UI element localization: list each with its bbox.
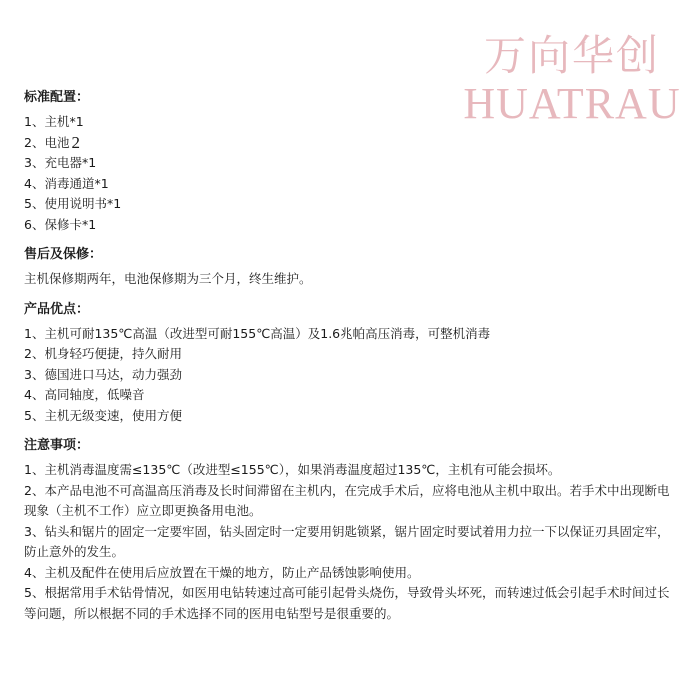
warranty-section (24, 245, 680, 290)
advantage-item: 1、主机可耐135℃高温（改进型可耐155℃高温）及1.6兆帕高压消毒，可整机消毒 (24, 325, 491, 341)
standard-item-sterilization-channel: 4、消毒通道*1 (24, 175, 109, 191)
standard-config-section (24, 88, 680, 235)
note-item: 3、钻头和锯片的固定一定要牢固，钻头固定时一定要用钥匙锁紧，锯片固定时要试着用力拉一下以保证刃具固定牢，防止意外的发生。 (24, 523, 670, 559)
standard-item-battery (24, 133, 680, 154)
standard-item-warranty-card: 6、保修卡*1 (24, 216, 97, 232)
advantages-section (24, 300, 680, 427)
logo-chinese-text: 万向华创 (483, 34, 660, 80)
note-item: 1、主机消毒温度需≤135℃（改进型≤155℃），如果消毒温度超过135℃，主机有可能会损坏。 (24, 462, 561, 477)
warranty-text: 主机保修期两年，电池保修期为三个月，终生维护。 (24, 271, 312, 286)
warranty-title: 售后及保修： (24, 247, 103, 262)
notes-section (24, 436, 680, 624)
standard-item-charger: 3、充电器*1 (24, 155, 97, 170)
standard-item-battery-label: 2、电池 (24, 134, 70, 150)
standard-item-manual: 5、使用说明书*1 (24, 196, 122, 211)
product-description (24, 88, 680, 634)
note-item: 2、本产品电池不可高温高压消毒及长时间滞留在主机内，在完成手术后，应将电池从主机中取出。若手术中出现断电现象（主机不工作）应立即更换备用电池。 (24, 482, 670, 518)
standard-item-host: 1、主机*1 (24, 114, 84, 129)
advantage-item: 3、德国进口马达，动力强劲 (24, 366, 182, 382)
battery-count: 2 (71, 132, 80, 152)
notes-title: 注意事项： (24, 438, 90, 453)
advantages-title: 产品优点： (24, 301, 90, 317)
standard-config-title: 标准配置： (24, 90, 90, 105)
note-item: 5、根据常用手术钻骨情况，如医用电钻转速过高可能引起骨头烧伤，导致骨头坏死，而转速过低会引起手术时间过长等问题，所以根据不同的手术选择不同的医用电钻型号是很重要的。 (24, 585, 670, 621)
logo-english-text: HUATRAU (463, 79, 681, 128)
advantage-item: 2、机身轻巧便捷，持久耐用 (24, 346, 182, 361)
advantage-item: 5、主机无级变速，使用方便 (24, 407, 182, 423)
note-item: 4、主机及配件在使用后应放置在干燥的地方，防止产品锈蚀影响使用。 (24, 564, 420, 580)
advantage-item: 4、高同轴度，低噪音 (24, 387, 145, 402)
